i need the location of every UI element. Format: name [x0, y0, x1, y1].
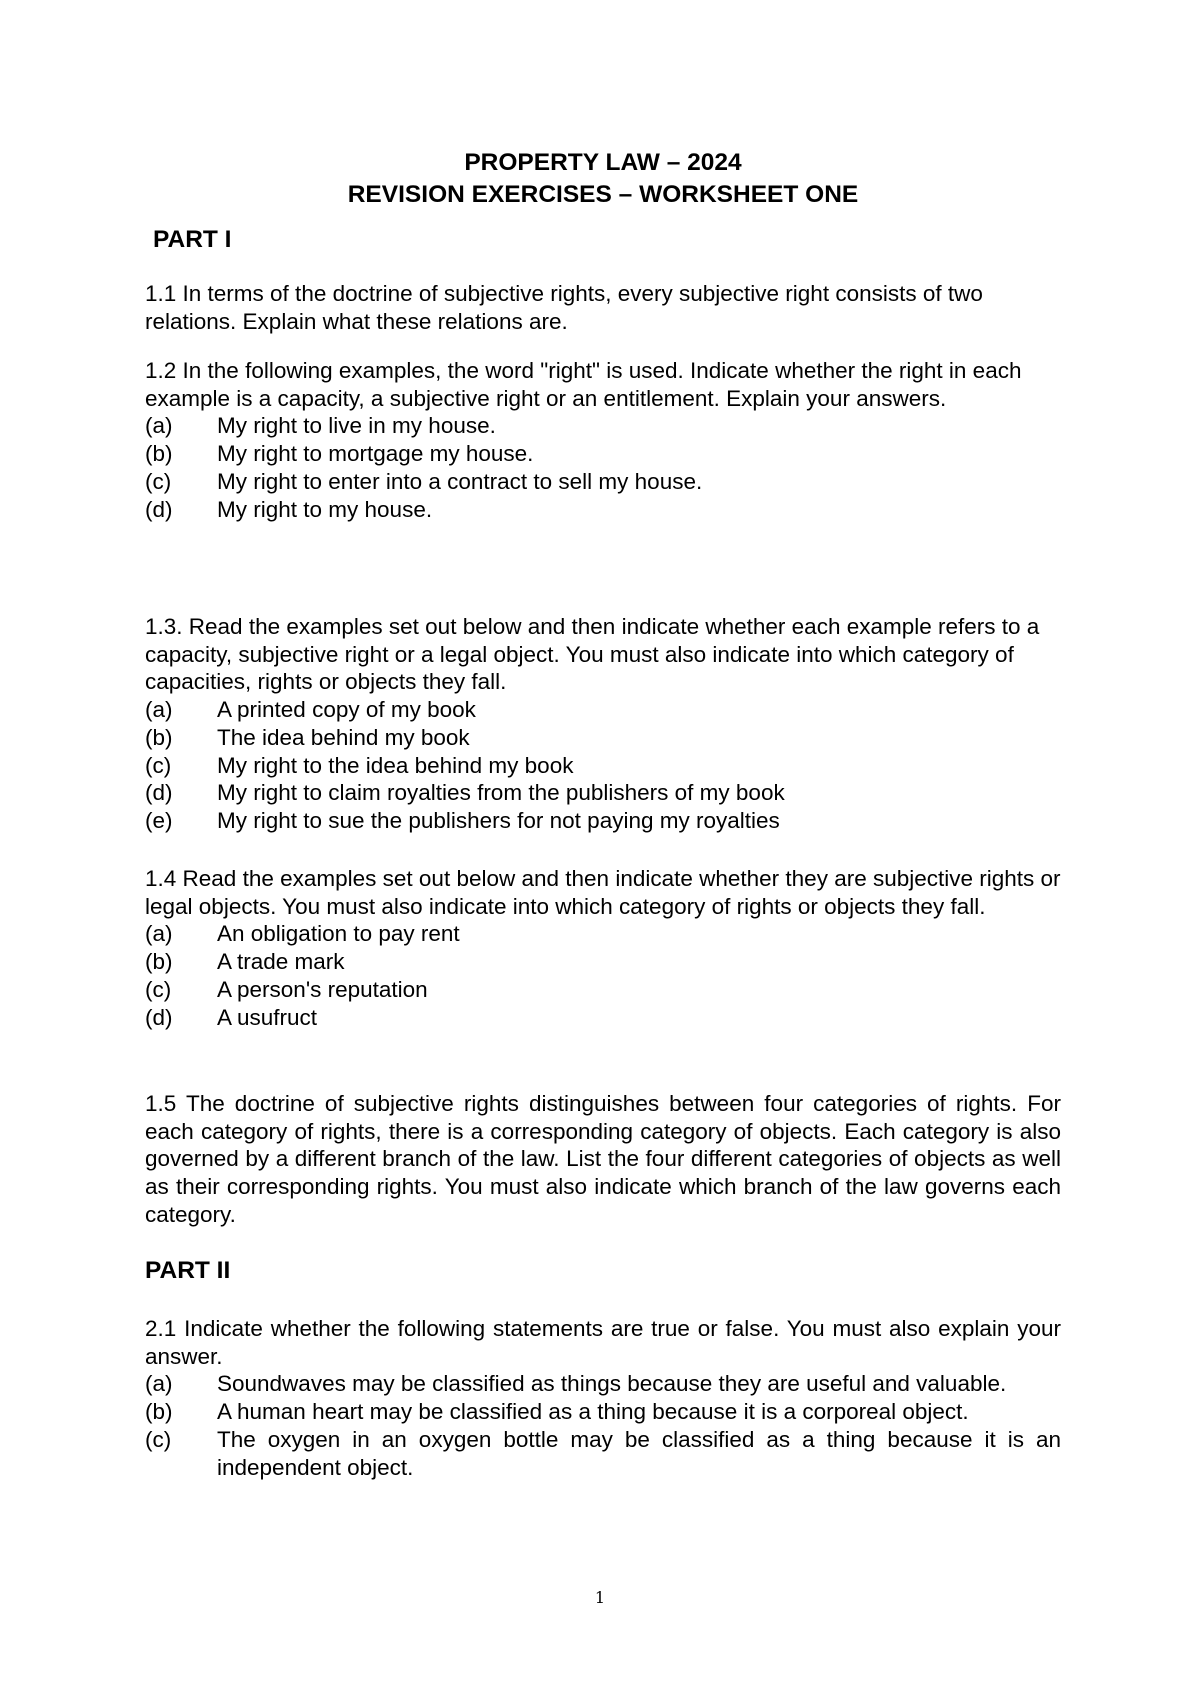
question-1-5-text: 1.5 The doctrine of subjective rights distinguishes between four categories of rights. For each category of rights, there is a corresponding category of objects. Each category is also governed by a different branch of the law. List the four different categories of objects as well as their corresponding rights. You must also indicate which branch of the law governs each category.	[145, 1091, 1061, 1227]
page-number: 1	[594, 1588, 606, 1607]
item-text: My right to live in my house.	[217, 413, 496, 439]
item-label: (c)	[145, 752, 172, 778]
document-title: PROPERTY LAW – 2024	[464, 149, 742, 176]
list-item	[145, 496, 1061, 524]
item-text: The idea behind my book	[217, 724, 470, 750]
item-text: My right to sue the publishers for not paying my royalties	[217, 807, 780, 833]
question-1-4-text: 1.4 Read the examples set out below and then indicate whether they are subjective rights or legal objects. You must also indicate into which category of rights or objects they fall.	[145, 866, 1061, 919]
item-text: My right to my house.	[217, 496, 433, 522]
list-item	[145, 1370, 1061, 1398]
part-2-heading: PART II	[145, 1257, 231, 1284]
item-label: (c)	[145, 1426, 172, 1452]
list-item	[145, 1398, 1061, 1426]
item-label: (c)	[145, 976, 172, 1002]
item-label: (b)	[145, 724, 173, 750]
question-1-2-text: 1.2 In the following examples, the word "right" is used. Indicate whether the right in each example is a capacity, a subjective right or an entitlement. Explain your answers.	[145, 358, 1022, 411]
item-text: A usufruct	[217, 1004, 318, 1030]
item-text: A printed copy of my book	[217, 697, 476, 723]
list-item	[145, 1004, 1061, 1032]
item-label: (b)	[145, 1399, 173, 1425]
list-item	[145, 696, 1061, 724]
part-1-heading: PART I	[153, 226, 232, 253]
item-label: (d)	[145, 496, 173, 522]
question-1-2	[145, 357, 1061, 523]
list-item	[145, 779, 1061, 807]
item-text: An obligation to pay rent	[217, 921, 460, 947]
list-item	[145, 948, 1061, 976]
item-text: My right to enter into a contract to sell my house.	[217, 468, 703, 494]
item-label: (e)	[145, 807, 173, 833]
question-1-2-items	[145, 412, 1061, 523]
item-label: (c)	[145, 468, 172, 494]
item-label: (a)	[145, 921, 173, 947]
item-label: (a)	[145, 1371, 173, 1397]
item-text: A person's reputation	[217, 976, 428, 1002]
item-label: (b)	[145, 441, 173, 467]
item-text: My right to the idea behind my book	[217, 752, 574, 778]
question-1-3-text: 1.3. Read the examples set out below and then indicate whether each example refers to a capacity, subjective right or a legal object. You must also indicate into which category of capacities, rights or objects they fall.	[145, 614, 1040, 695]
question-1-1-text: 1.1 In terms of the doctrine of subjective rights, every subjective right consists of two relations. Explain what these relations are.	[145, 281, 983, 334]
item-label: (a)	[145, 697, 173, 723]
question-2-1	[145, 1315, 1061, 1481]
item-text: Soundwaves may be classified as things because they are useful and valuable.	[217, 1371, 1007, 1397]
question-1-1	[145, 280, 1061, 335]
item-label: (b)	[145, 949, 173, 975]
question-1-3-items	[145, 696, 1061, 835]
item-text: A human heart may be classified as a thing because it is a corporeal object.	[217, 1399, 969, 1425]
item-text: The oxygen in an oxygen bottle may be classified as a thing because it is an independent object.	[217, 1426, 1061, 1480]
item-label: (d)	[145, 1004, 173, 1030]
question-1-4	[145, 865, 1061, 1031]
list-item	[145, 752, 1061, 780]
question-1-4-items	[145, 920, 1061, 1031]
item-label: (d)	[145, 780, 173, 806]
question-2-1-items	[145, 1370, 1061, 1481]
item-text: My right to mortgage my house.	[217, 441, 534, 467]
document-subtitle: REVISION EXERCISES – WORKSHEET ONE	[347, 181, 859, 208]
list-item	[145, 724, 1061, 752]
list-item	[145, 468, 1061, 496]
question-2-1-text: 2.1 Indicate whether the following statements are true or false. You must also explain your answer.	[145, 1316, 1061, 1369]
item-label: (a)	[145, 413, 173, 439]
item-text: A trade mark	[217, 949, 345, 975]
list-item	[145, 976, 1061, 1004]
list-item	[145, 440, 1061, 468]
item-text: My right to claim royalties from the publishers of my book	[217, 780, 785, 806]
list-item	[145, 412, 1061, 440]
question-1-5	[145, 1090, 1061, 1229]
question-1-3	[145, 613, 1061, 835]
list-item	[145, 920, 1061, 948]
list-item	[145, 807, 1061, 835]
list-item	[145, 1426, 1061, 1481]
